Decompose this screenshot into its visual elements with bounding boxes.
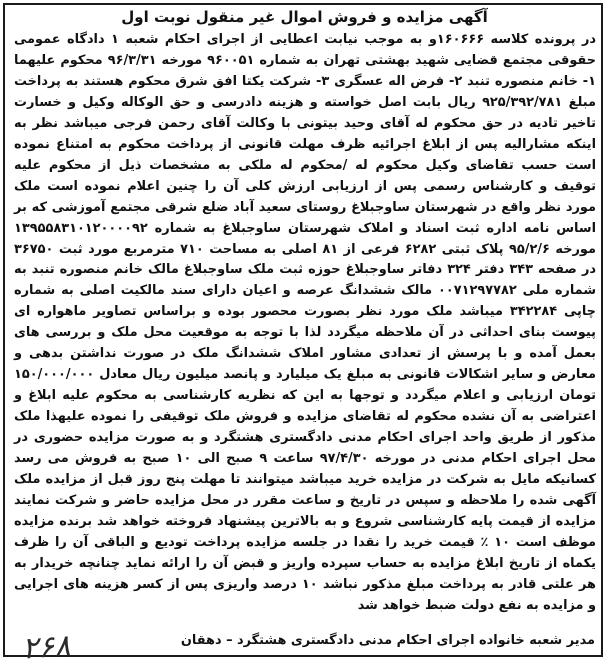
notice-title: آگهی مزایده و فروش اموال غیر منقول نوبت اول [121, 8, 488, 26]
handwritten-number: ۲۶۸ [20, 628, 72, 667]
notice-body [14, 30, 596, 617]
notice-body-paragraph: در پرونده کلاسه ۱۶۰۶۶۶و به موجب نیابت اعطایی از اجرای احکام شعبه ۱ دادگاه عمومی حقوقی مجتمع قضایی شهید بهشتی تهران به شماره ۹۶۰۰۵۱ مورخه ۹۶/۳/۳۱ محکوم علیهما ۱- خانم منصوره تنبد ۲- فرض اله عسگری ۳- شرکت یکتا افق شرق محکوم هستند به پرداخت مبلغ ۹۲۵/۳۹۲/۷۸۱ ریال بابت اصل خواسته و هزینه دادرسی و حق الوکاله وکیل و خسارت تاخیر تادیه در حق محکوم له آقای وحید بیتونی با وکالت آقای رحمن فرجی میباشد نظر به اینکه مشارالیه پس از ابلاغ اجرائیه ظرف مهلت قانونی از پرداخت محکوم به امتناع نموده است حسب تقاضای وکیل محکوم له /محکوم له ملکی به مشخصات ذیل از محکوم علیه توقیف و کارشناس رسمی پس از ارزیابی ارزش کلی آن را چنین اعلام نموده است ملک مورد نظر واقع در شهرستان ساوجبلاغ روستای سعید آباد ضلع شرقی مجتمع آموزشی که بر اساس نامه اداره ثبت اسناد و املاک شهرستان ساوجبلاغ به شماره ۱۳۹۵۵۸۳۱۰۱۲۰۰۰۰۹۲ مورخه ۹۵/۲/۶ پلاک ثبتی ۶۲۸۲ فرعی از ۸۱ اصلی به مساحت ۷۱۰ مترمربع مورد ثبت ۳۶۷۵۰ در صفحه ۳۴۳ دفتر ۳۲۴ دفاتر ساوجبلاغ حوزه ثبت ملک ساوجبلاغ مالک خانم منصوره تنبد به شماره ملی ۰۰۷۱۲۹۷۷۸۲ مالک ششدانگ عرصه و اعیان دارای سند مالکیت اصلی به شماره چاپی ۳۴۲۲۸۴ میباشد ملک مورد نظر بصورت محصور بوده و براساس تصاویر ماهواره ای پیوست بنای احداثی در آن ملاحظه میگردد لذا با توجه به موقعیت محل ملک و بررسی های بعمل آمده و با پرسش از تعدادی مشاور املاک ششدانگ ملک در صورت نداشتن بدهی و معارض و سایر اشکالات قانونی به مبلغ یک میلیارد و پانصد میلیون ریال معادل ۱۵۰/۰۰۰/۰۰۰ تومان ارزیابی و اعلام میگردد و توجها به این که نظریه کارشناسی به محکوم علیه ابلاغ و اعتراضی به آن نشده محکوم له تقاضای مزایده و فروش ملک توقیفی را نموده علیهذا ملک مذکور از طریق واحد اجرای احکام مدنی دادگستری هشتگرد و به صورت مزایده حضوری در محل اجرای احکام مدنی در مورخه ۹۷/۴/۳۰ ساعت ۹ صبح الی ۱۰ صبح به فروش می رسد کسانیکه مایل به شرکت در مزایده خرید میباشد میتوانند تا مهلت پنج روز قبل از مزایده ملک آگهی شده را ملاحظه و سپس در تاریخ و ساعت مقرر در محل مزایده حاضر و شرکت نمایند مزایده از قیمت پایه کارشناسی شروع و به بالاترین پیشنهاد فروخته خواهد شد برنده مزایده موظف است ۱۰ ٪ قیمت خرید را نقدا در جلسه مزایده پرداخت تودیع و الباقی آن را ظرف یکماه از تاریخ ابلاغ مزایده به حساب سپرده واریز و قبض آن را ارائه نماید چنانچه خریدار به هر علتی قادر به پرداخت مبلغ مذکور نباشد ۱۰ درصد واریزی پس از کسر هزینه های اجرایی و مزایده به نفع دولت ضبط خواهد شد [14, 32, 597, 613]
notice-signature: مدیر شعبه خانواده اجرای احکام مدنی دادگستری هشتگرد – دهقان [180, 633, 595, 648]
